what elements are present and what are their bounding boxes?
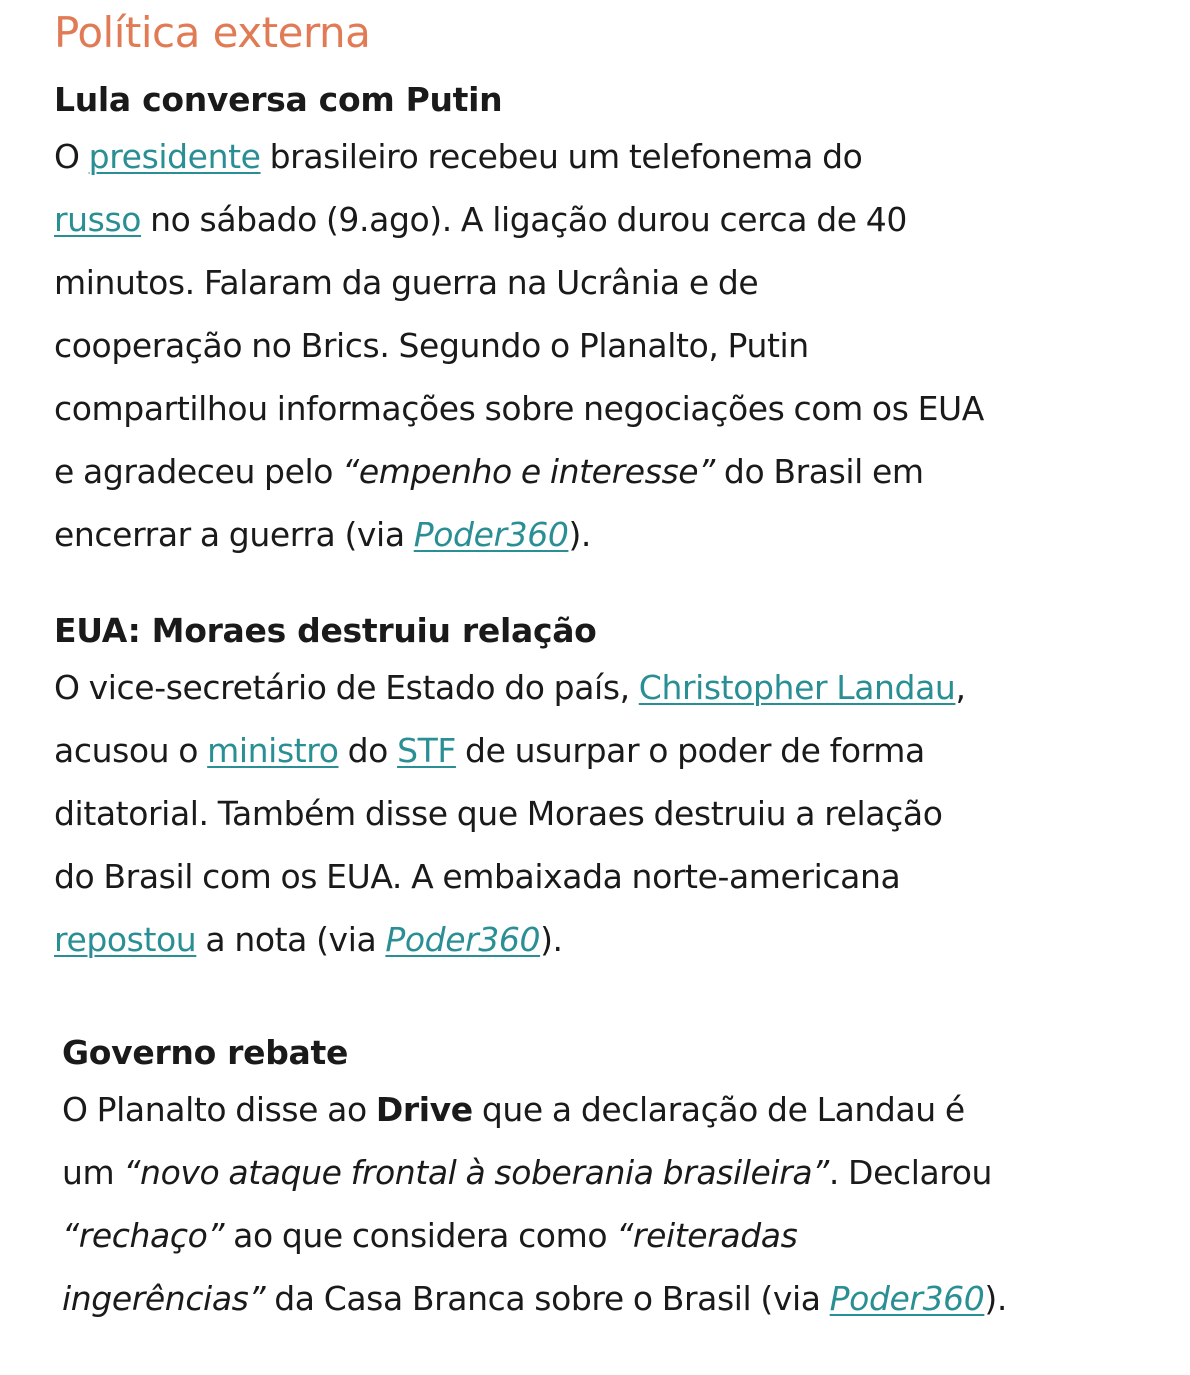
body-text: a nota (via xyxy=(196,920,386,959)
quote-text: “novo ataque frontal à soberania brasileira” xyxy=(123,1153,829,1192)
link-source-poder360[interactable] xyxy=(385,920,540,959)
body-text: do Brasil em xyxy=(714,452,924,491)
body-text: . Declarou xyxy=(828,1153,993,1192)
body-line xyxy=(62,1078,1152,1141)
body-text: ). xyxy=(568,515,592,554)
section-title: Política externa xyxy=(54,8,371,57)
body-text: que a declaração de Landau é xyxy=(472,1090,965,1129)
quote-text: “rechaço” xyxy=(62,1216,225,1255)
story-lula-putin xyxy=(54,75,1144,566)
body-text: do xyxy=(338,731,398,770)
link-source-poder360[interactable] xyxy=(414,515,569,554)
body-line xyxy=(54,125,1144,188)
body-line xyxy=(62,1141,1152,1204)
quote-text: “empenho e interesse” xyxy=(342,452,715,491)
body-text: no sábado (9.ago). A ligação durou cerca de 40 xyxy=(141,200,907,239)
link-ministro[interactable]: ministro xyxy=(207,731,339,770)
body-text: e agradeceu pelo xyxy=(54,452,343,491)
story-governo-rebate xyxy=(62,1028,1152,1330)
body-line xyxy=(54,503,1144,566)
story-headline: Lula conversa com Putin xyxy=(54,80,503,119)
story-headline: EUA: Moraes destruiu relação xyxy=(54,611,597,650)
body-line: compartilhou informações sobre negociações com os EUA xyxy=(54,389,984,428)
body-text: um xyxy=(62,1153,124,1192)
body-text: de usurpar o poder de forma xyxy=(455,731,925,770)
link-source-poder360[interactable] xyxy=(830,1279,985,1318)
body-text: ao que considera como xyxy=(224,1216,617,1255)
story-body xyxy=(62,1078,1152,1330)
body-text: da Casa Branca sobre o Brasil (via xyxy=(265,1279,830,1318)
story-body xyxy=(54,125,1144,566)
body-line xyxy=(62,1267,1152,1330)
body-text: brasileiro recebeu um telefonema do xyxy=(260,137,863,176)
body-text: acusou o xyxy=(54,731,208,770)
body-line: cooperação no Brics. Segundo o Planalto, Putin xyxy=(54,326,809,365)
bold-text: Drive xyxy=(375,1090,473,1129)
body-line: ditatorial. Também disse que Moraes destruiu a relação xyxy=(54,794,943,833)
source-label: Poder360 xyxy=(829,1279,985,1318)
body-text: encerrar a guerra (via xyxy=(54,515,414,554)
source-label: Poder360 xyxy=(385,920,541,959)
link-presidente[interactable]: presidente xyxy=(88,137,261,176)
body-line xyxy=(54,188,1144,251)
body-line: minutos. Falaram da guerra na Ucrânia e de xyxy=(54,263,759,302)
body-line xyxy=(62,1204,1152,1267)
quote-text: ingerências” xyxy=(62,1279,266,1318)
body-line xyxy=(54,440,1144,503)
body-text: ). xyxy=(540,920,563,959)
story-headline: Governo rebate xyxy=(62,1033,349,1072)
link-stf[interactable]: STF xyxy=(397,731,456,770)
body-text: O vice-secretário de Estado do país, xyxy=(54,668,639,707)
story-eua-moraes xyxy=(54,606,1144,971)
story-body xyxy=(54,656,1144,971)
body-text: O Planalto disse ao xyxy=(62,1090,376,1129)
link-russo[interactable]: russo xyxy=(54,200,142,239)
body-line xyxy=(54,656,1144,719)
body-line: do Brasil com os EUA. A embaixada norte-americana xyxy=(54,857,901,896)
body-text: O xyxy=(54,137,89,176)
body-line xyxy=(54,908,1144,971)
body-line xyxy=(54,719,1144,782)
body-text: , xyxy=(955,668,966,707)
source-label: Poder360 xyxy=(413,515,569,554)
quote-text: “reiteradas xyxy=(616,1216,798,1255)
link-christopher-landau[interactable]: Christopher Landau xyxy=(638,668,956,707)
link-repostou[interactable]: repostou xyxy=(54,920,197,959)
body-text: ). xyxy=(984,1279,1007,1318)
